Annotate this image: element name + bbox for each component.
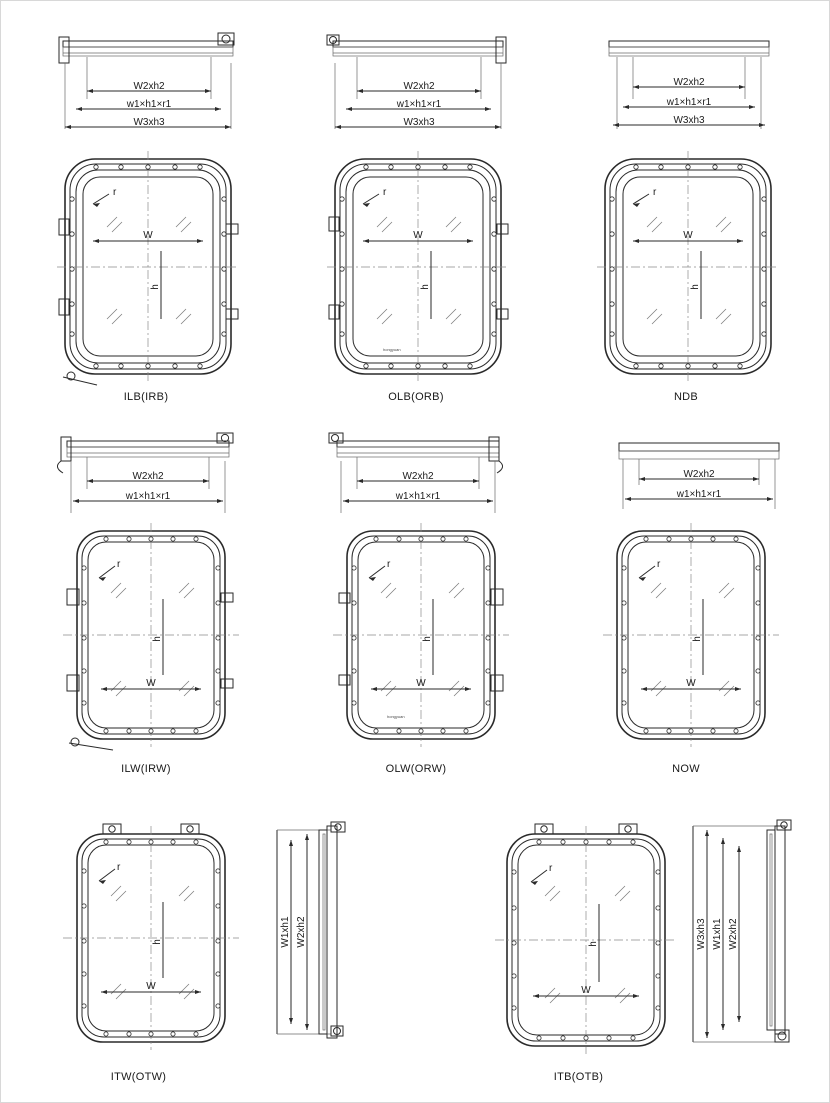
itw-dim-r: r (117, 862, 121, 873)
panel-itw (31, 816, 361, 1096)
olb-dim-w1h1r1: w1×h1×r1 (396, 99, 442, 110)
now-dim-w: W (686, 678, 696, 689)
panel-itw-drawing (31, 816, 361, 1071)
ilb-dim-r: r (113, 187, 117, 198)
itb-dim-h: h (588, 941, 599, 947)
itw-dim-h: h (152, 939, 163, 945)
panel-olw-drawing (291, 413, 541, 778)
panel-itb-caption: ITB(OTB) (553, 1071, 604, 1083)
panel-now-caption: NOW (672, 763, 700, 775)
ndb-front-view (597, 151, 779, 381)
ilb-dim-w: W (143, 230, 153, 241)
ilb-dim-w1h1r1: w1×h1×r1 (126, 99, 172, 110)
panel-ndb (561, 19, 811, 409)
panel-now (561, 413, 811, 798)
itw-side-view (277, 822, 345, 1038)
now-dim-h: h (692, 636, 703, 642)
now-front-view (603, 523, 779, 747)
panel-ilb (21, 19, 271, 409)
ilb-top-view (59, 33, 234, 129)
ilw-dim-w1h1r1: w1×h1×r1 (125, 491, 171, 502)
now-dim-r: r (657, 559, 661, 570)
itb-dim-w1h1: W1xh1 (712, 918, 723, 950)
itb-dim-w: W (581, 985, 591, 996)
now-dim-w2h2: W2xh2 (683, 469, 715, 480)
panel-itw-caption: ITW(OTW) (110, 1071, 167, 1083)
ilb-dim-w2h2: W2xh2 (133, 81, 165, 92)
itb-side-view (693, 820, 791, 1042)
panel-ndb-drawing (561, 19, 811, 389)
ilw-front-view (63, 523, 239, 750)
itw-dim-w2h2: W2xh2 (296, 916, 307, 948)
panel-ilb-drawing (21, 19, 271, 389)
olb-dim-w2h2: W2xh2 (403, 81, 435, 92)
panel-olw-caption: OLW(ORW) (385, 763, 447, 775)
panel-olb (291, 19, 541, 409)
panel-ilb-caption: ILB(IRB) (123, 391, 169, 403)
ilw-dim-r: r (117, 559, 121, 570)
panel-ilw (21, 413, 271, 798)
itb-dim-r: r (549, 863, 553, 874)
olb-top-view (327, 35, 506, 129)
panel-ilw-drawing (21, 413, 271, 778)
olw-dim-w1h1r1: w1×h1×r1 (395, 491, 441, 502)
panel-itb-drawing (471, 816, 811, 1071)
ndb-dim-w: W (683, 230, 693, 241)
now-dim-w1h1r1: w1×h1×r1 (676, 489, 722, 500)
ndb-dim-r: r (653, 187, 657, 198)
ndb-dim-w1h1r1: w1×h1×r1 (666, 97, 712, 108)
olb-dim-h: h (420, 284, 431, 290)
ilb-dim-w3h3: W3xh3 (133, 117, 165, 128)
olw-dim-h: h (422, 636, 433, 642)
panel-itb (471, 816, 811, 1096)
olb-dim-w: W (413, 230, 423, 241)
olw-dim-w: W (416, 678, 426, 689)
ndb-dim-w3h3: W3xh3 (673, 115, 705, 126)
itb-dim-w2h2: W2xh2 (728, 918, 739, 950)
itw-dim-w: W (146, 981, 156, 992)
itw-dim-w1h1: W1xh1 (280, 916, 291, 948)
panel-olw (291, 413, 541, 798)
olb-dim-w3h3: W3xh3 (403, 117, 435, 128)
ilw-dim-w: W (146, 678, 156, 689)
panel-now-drawing (561, 413, 811, 778)
ilb-dim-h: h (150, 284, 161, 290)
olb-dim-r: r (383, 187, 387, 198)
manufacturer-logo: hongyuan (387, 714, 405, 719)
ndb-top-view (609, 41, 769, 129)
ilb-front-view (57, 151, 239, 385)
itb-front-view (495, 824, 677, 1054)
olb-front-view (327, 151, 509, 381)
olw-dim-w2h2: W2xh2 (402, 471, 434, 482)
olw-top-view (329, 433, 503, 513)
ilw-dim-h: h (152, 636, 163, 642)
panel-olb-caption: OLB(ORB) (388, 391, 444, 403)
manufacturer-logo: hongyuan (383, 347, 401, 352)
now-top-view (619, 443, 779, 509)
ndb-dim-h: h (690, 284, 701, 290)
ndb-dim-w2h2: W2xh2 (673, 77, 705, 88)
ilw-dim-w2h2: W2xh2 (132, 471, 164, 482)
itw-front-view (63, 824, 239, 1050)
itb-dim-w3h3: W3xh3 (696, 918, 707, 950)
panel-olb-drawing (291, 19, 541, 389)
ilw-top-view (57, 433, 233, 513)
panel-ilw-caption: ILW(IRW) (121, 763, 171, 775)
olw-front-view (333, 523, 509, 747)
olw-dim-r: r (387, 559, 391, 570)
panel-ndb-caption: NDB (673, 391, 699, 403)
